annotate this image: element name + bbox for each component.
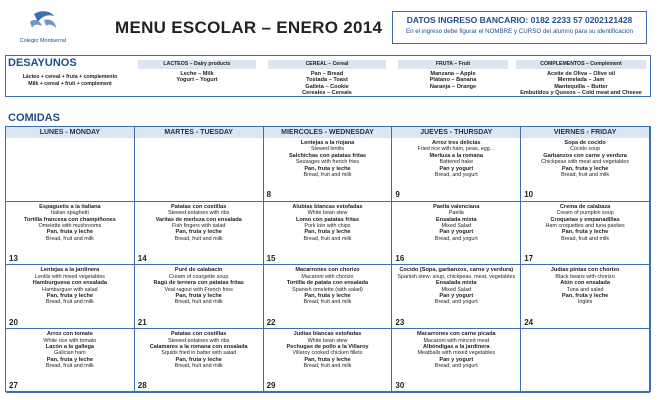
dish-translation: Meatballs with mixed vegetables	[417, 350, 496, 357]
dish-translation: Bread, and yogurt	[434, 299, 478, 306]
dish-translation: Spanish omelette (with salad)	[292, 286, 363, 293]
breakfast-box	[5, 55, 651, 97]
day-header: MIERCOLES - WEDNESDAY	[264, 127, 393, 138]
group-head: COMPLEMENTOS – Complement	[516, 60, 646, 69]
menu-day-cell	[264, 138, 393, 202]
dish-name: Pan, fruta y leche	[304, 356, 351, 363]
dish-name: Espaguetis a la italiana	[39, 203, 101, 210]
dish-translation: Squids fried in batter with salad	[161, 350, 237, 357]
group-item: Cereales – Cereals	[302, 90, 352, 97]
dish-name: Lacón a la gallega	[45, 343, 94, 350]
dish-name: Pan y yogurt	[439, 229, 474, 236]
menu-day-cell	[6, 202, 135, 266]
dish-name: Varitas de merluza con ensalada	[155, 216, 242, 223]
dish-name: Pan, fruta y leche	[175, 229, 222, 236]
dish-name: Albóndigas a la jardinera	[423, 343, 490, 350]
dish-name: Patatas con costillas	[171, 203, 227, 210]
day-number: 20	[9, 317, 18, 327]
menu-day-cell	[264, 265, 393, 329]
dish-translation: Bread, and yogurt	[434, 363, 478, 370]
dish-translation: Inglés	[577, 299, 593, 306]
dish-name: Ragú de ternera con patatas fritas	[153, 280, 244, 287]
day-number: 13	[9, 253, 18, 263]
menu-day-cell	[135, 265, 264, 329]
lunch-grid	[5, 126, 651, 392]
day-number: 27	[9, 381, 18, 391]
dish-name: Sopa de cocido	[564, 140, 606, 146]
dish-translation: Lentils with mixed vegetables	[34, 273, 105, 280]
dish-translation: Black beans with chorizo	[555, 273, 615, 280]
breakfast-group-cereal	[268, 60, 386, 97]
dish-translation: Bread, fruit and milk	[45, 363, 94, 370]
dish-name: Lentejas a la jardinera	[40, 267, 100, 274]
dish-translation: Mixed Salad	[441, 286, 472, 293]
logo-text: Colegio Montserrat	[20, 38, 66, 44]
dish-name: Merluza a la romana	[429, 152, 484, 159]
dish-name: Calamares a la romana con ensalada	[149, 343, 248, 350]
dish-translation: Tuna and salad	[566, 286, 604, 293]
combo-es: Lácteo + cereal + fruta + complemento	[22, 74, 118, 80]
menu-day-cell	[264, 202, 393, 266]
dish-translation: Ham croquettes and tuna pasties	[545, 222, 625, 229]
dish-name: Pan, fruta y leche	[175, 293, 222, 300]
dish-translation: Macaroni with minced meat	[423, 337, 490, 344]
day-number: 21	[137, 317, 147, 327]
dish-translation: Bread, fruit and milk	[303, 299, 352, 306]
dish-translation: Spanish stew: soup, chickpeas, meat, vegetables	[397, 273, 516, 280]
dish-translation: Bread, fruit and milk	[561, 235, 610, 242]
menu-day-cell	[392, 265, 521, 329]
group-item: Manzana – Apple	[430, 70, 476, 77]
day-number: 29	[266, 381, 276, 391]
day-number: 9	[395, 190, 400, 200]
day-number: 28	[137, 381, 147, 391]
dish-translation: Stewed lentils	[310, 146, 345, 153]
group-item: Yogurt – Yogurt	[176, 77, 218, 84]
day-number: 17	[524, 253, 534, 263]
menu-day-cell	[521, 329, 650, 393]
dish-name: Judías pintas con chorizo	[550, 267, 620, 274]
dish-name: Garbanzos con carne y verdura	[543, 152, 627, 159]
breakfast-title: DESAYUNOS	[8, 57, 77, 69]
dish-name: Pan y yogurt	[439, 293, 474, 300]
dish-translation: Paella	[448, 210, 464, 217]
dish-name: Pan, fruta y leche	[175, 356, 222, 363]
dish-translation: Bread, fruit and milk	[174, 299, 223, 306]
group-head: CEREAL – Cereal	[268, 60, 386, 69]
day-header: VIERNES - FRIDAY	[521, 127, 650, 138]
group-item: Aceite de Oliva – Olive oil	[546, 70, 616, 77]
dish-translation: Cream of pumpkin soup	[556, 210, 614, 217]
dish-name: Lomo con patatas fritas	[295, 216, 360, 223]
breakfast-combo	[10, 74, 130, 87]
dish-name: Puré de calabacín	[174, 267, 223, 274]
dish-name: Macarrones con chorizo	[295, 267, 360, 274]
dish-name: Patatas con costillas	[171, 331, 227, 338]
day-header: LUNES - MONDAY	[6, 127, 135, 138]
dish-name: Paella valenciana	[433, 203, 480, 210]
dish-name: Judías blancas estofadas	[293, 331, 362, 338]
bank-account-line: DATOS INGRESO BANCARIO: 0182 2233 57 0202121428	[406, 15, 633, 25]
dish-name: Ensalada mixta	[435, 280, 477, 287]
dish-name: Pan, fruta y leche	[304, 229, 351, 236]
day-number: 24	[524, 317, 534, 327]
dish-translation: Bread, fruit and milk	[45, 299, 94, 306]
dish-name: Pan, fruta y leche	[46, 229, 94, 236]
group-head: FRUTA – Fruit	[398, 60, 508, 69]
day-number: 23	[395, 317, 405, 327]
menu-day-cell	[521, 138, 650, 202]
dish-name: Pan, fruta y leche	[304, 165, 351, 172]
dish-name: Pan, fruta y leche	[561, 165, 609, 172]
dish-translation: Bread, fruit and milk	[561, 172, 610, 179]
menu-day-cell	[521, 202, 650, 266]
dish-translation: Macaroni with chorizo	[301, 273, 354, 280]
group-head: LACTEOS – Dairy products	[138, 60, 256, 69]
dish-translation: Italian spaghetti	[51, 210, 89, 217]
dish-translation: Galician ham	[54, 350, 86, 357]
dish-name: Crema de calabaza	[559, 203, 611, 210]
day-header: MARTES - TUESDAY	[135, 127, 264, 138]
dish-name: Tortilla de patata con ensalada	[286, 280, 369, 287]
page-title: MENU ESCOLAR – ENERO 2014	[115, 18, 383, 37]
group-item: Galleta – Cookie	[305, 83, 349, 90]
dish-translation: Bread, fruit and milk	[303, 363, 352, 370]
day-header: JUEVES - THURSDAY	[392, 127, 521, 138]
dish-translation: Mixed Salad	[441, 222, 472, 229]
bank-note-line: En el ingreso debe figurar el NOMBRE y CURSO del alumno para su identificación	[406, 28, 633, 35]
dish-translation: White bean stew	[307, 210, 348, 217]
day-number: 14	[137, 253, 147, 263]
dish-name: Pechugas de pollo a la Villaroy	[286, 343, 369, 350]
group-item: Plátano – Banana	[429, 77, 477, 84]
dish-translation: Bread, fruit and milk	[45, 235, 94, 242]
day-number: 15	[266, 253, 276, 263]
menu-day-cell	[392, 329, 521, 393]
menu-day-cell	[6, 138, 135, 202]
menu-day-cell	[135, 138, 264, 202]
lunch-title: COMIDAS	[8, 112, 60, 124]
group-item: Embutidos y Quesos – Cold meat and Cheese	[520, 90, 642, 97]
dish-translation: Bread, and yogurt	[434, 172, 478, 179]
dish-name: Pan, fruta y leche	[46, 356, 94, 363]
group-item: Pan – Bread	[310, 70, 344, 77]
combo-en: Milk + cereal + fruit + complement	[28, 80, 112, 87]
dish-translation: Stewed potatoes with ribs	[167, 210, 230, 217]
dish-name: Pan, fruta y leche	[304, 293, 351, 300]
dish-translation: Pork loin with chips	[304, 222, 351, 229]
group-item: Mermelada – Jam	[557, 77, 605, 84]
breakfast-group-dairy	[138, 60, 256, 84]
dish-translation: Bread, fruit and milk	[174, 363, 223, 370]
dish-name: Ensalada mixta	[435, 216, 477, 223]
menu-day-cell	[6, 329, 135, 393]
dish-translation: Battered hake	[439, 159, 474, 166]
dish-name: Pan y yogurt	[439, 165, 474, 172]
dish-name: Alubias blancas estofadas	[292, 203, 363, 210]
dish-name: Pan y yogurt	[439, 356, 474, 363]
dish-name: Croquetas y empanadillas	[550, 216, 620, 223]
dish-translation: Fish fingers with salad	[172, 222, 226, 229]
dish-translation: Bread, fruit and milk	[303, 172, 352, 179]
day-number: 30	[395, 381, 405, 391]
dish-translation: Bread, fruit and milk	[303, 235, 352, 242]
dish-name: Pan, fruta y leche	[46, 293, 94, 300]
breakfast-group-fruit	[398, 60, 508, 90]
day-number: 22	[266, 317, 276, 327]
dish-translation: Veal ragout with French fries	[164, 286, 233, 293]
dish-name: Atún con ensalada	[560, 280, 610, 287]
dish-translation: Bread, and yogurt	[434, 235, 478, 242]
dish-name: Pan, fruta y leche	[561, 293, 609, 300]
dish-translation: Hamburguer with salad	[42, 286, 98, 293]
group-item: Mantequilla – Butter	[554, 83, 608, 90]
dish-translation: Bread, fruit and milk	[174, 235, 223, 242]
dish-translation: White bean stew	[307, 337, 348, 344]
menu-day-cell	[135, 202, 264, 266]
dish-name: Tortilla francesa con champiñones	[23, 216, 116, 223]
dish-translation: Chickpeas with meat and vegetables	[541, 159, 629, 166]
day-number: 16	[395, 253, 405, 263]
dish-translation: Seusages with french fries	[295, 159, 360, 166]
group-item: Tostada – Toast	[306, 77, 348, 84]
dish-name: Hamburguesa con ensalada	[32, 280, 108, 287]
dish-translation: Fried rice with ham, peas, egg…	[417, 146, 496, 153]
day-number: 8	[266, 190, 272, 200]
menu-day-cell	[392, 138, 521, 202]
group-item: Leche – Milk	[180, 70, 214, 77]
day-number: 10	[524, 190, 534, 200]
dish-name: Salchichas con patatas fritas	[288, 152, 367, 159]
menu-day-cell	[521, 265, 650, 329]
dish-name: Arroz con tomate	[46, 331, 93, 338]
dish-translation: Stewed potatoes with ribs	[167, 337, 230, 344]
group-item: Naranja – Orange	[429, 83, 477, 90]
menu-day-cell	[392, 202, 521, 266]
dish-translation: White rice with tomato	[43, 337, 97, 344]
dish-translation: Cocido soup	[570, 146, 601, 153]
school-logo	[20, 8, 66, 52]
dish-name: Pan, fruta y leche	[561, 229, 609, 236]
dish-name: Lentejas a la riojana	[300, 140, 355, 146]
dish-name: Arroz tres delicias	[432, 140, 481, 146]
menu-day-cell	[135, 329, 264, 393]
bank-info-box	[392, 11, 647, 44]
menu-day-cell	[6, 265, 135, 329]
dish-translation: Villaroy cooked chicken fillets	[292, 350, 363, 357]
breakfast-group-complement	[516, 60, 646, 97]
dish-translation: Cream of courgette soup	[169, 273, 229, 280]
dish-translation: Omelette with mushrooms	[38, 222, 102, 229]
dish-name: Cocido (Sopa, garbanzos, carne y verdura)	[399, 267, 514, 274]
menu-day-cell	[264, 329, 393, 393]
dish-name: Macarrones con carne picada	[416, 331, 496, 338]
